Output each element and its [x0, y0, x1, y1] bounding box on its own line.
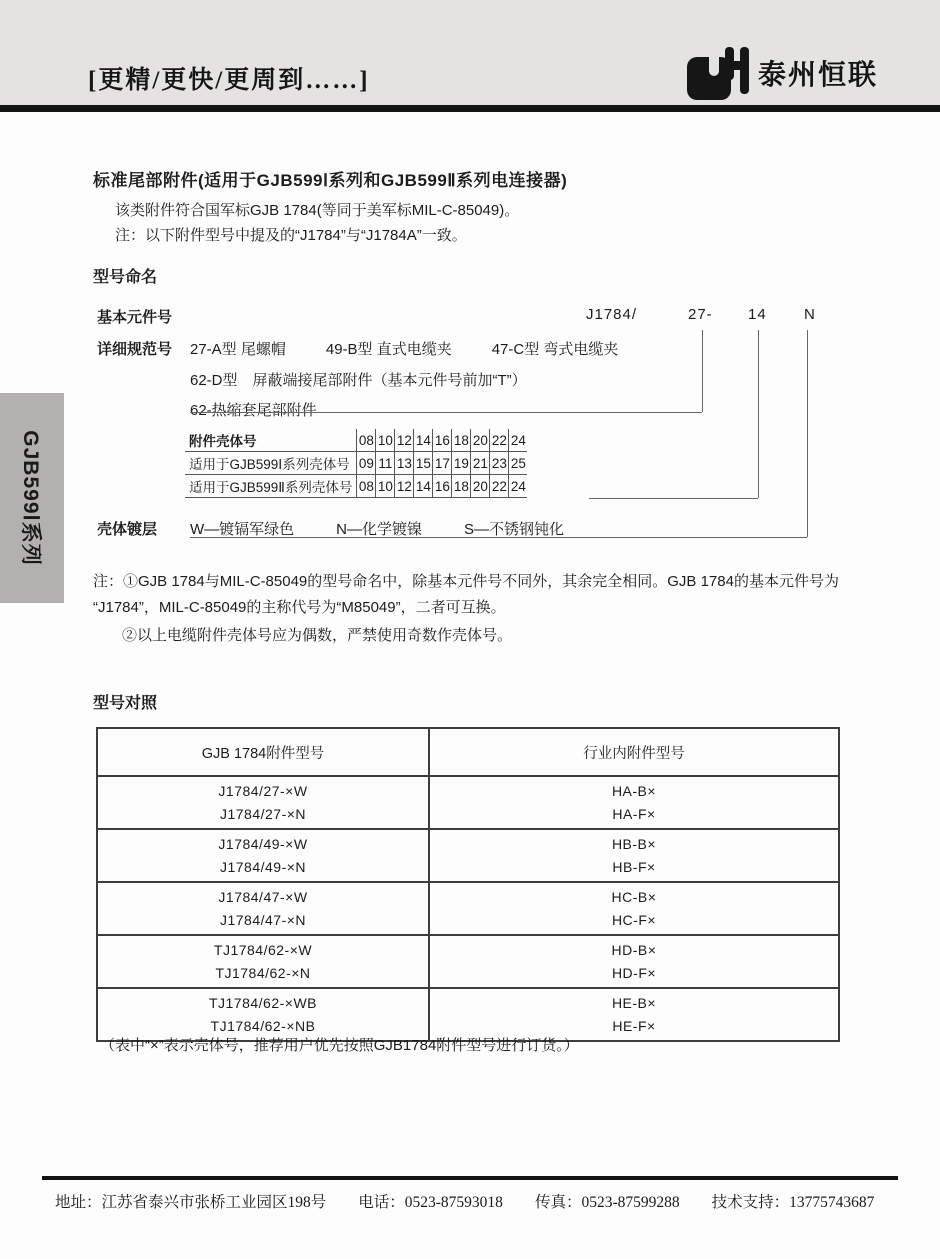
page-title: 标准尾部附件(适用于GJB599Ⅰ系列和GJB599Ⅱ系列电连接器)	[93, 171, 568, 190]
spec-label: 详细规范号	[97, 341, 173, 358]
footer-phone: 电话：0523-87593018	[358, 1194, 503, 1211]
spec-items-row	[190, 338, 618, 359]
model-comparison-table	[96, 727, 840, 1042]
model-code: J1784/49-×N	[219, 858, 307, 875]
column-header-gjb: GJB 1784附件型号	[97, 728, 429, 776]
shell-cell: 24	[509, 475, 528, 498]
shell-cell: 14	[414, 475, 433, 498]
shell-cell: 12	[395, 475, 414, 498]
shell-cell: 14	[414, 429, 433, 452]
shell-cell: 10	[376, 475, 395, 498]
model-code: TJ1784/62-×WB	[208, 994, 318, 1011]
footer-fax: 传真：0523-87599288	[534, 1194, 680, 1211]
model-code: J1784/47-×N	[219, 911, 307, 928]
series-side-tab	[0, 393, 64, 603]
shell-cell: 11	[376, 452, 395, 475]
shell-row-label: 适用于GJB599Ⅰ系列壳体号	[185, 452, 357, 475]
shell-cell: 24	[509, 429, 528, 452]
plating-underline	[190, 537, 807, 538]
header-slogan: [更精/更快/更周到……]	[88, 67, 370, 94]
shell-row-label: 附件壳体号	[185, 429, 357, 452]
model-code: TJ1784/62-×N	[215, 964, 311, 981]
model-code: J1784/27-×W	[218, 782, 308, 799]
model-code: HE-F×	[612, 1017, 656, 1034]
shell-cell: 18	[452, 475, 471, 498]
shell-cell: 17	[433, 452, 452, 475]
model-code: J1784/47-×W	[218, 888, 308, 905]
series-side-tab-label: GJB599Ⅰ系列	[19, 430, 42, 566]
shell-cell: 08	[357, 475, 376, 498]
table-row	[185, 452, 527, 475]
intro-line-2: 注：以下附件型号中提及的“J1784”与“J1784A”一致。	[115, 227, 467, 244]
model-code: HE-B×	[611, 994, 657, 1011]
shell-cell: 18	[452, 429, 471, 452]
footer-support: 技术支持：13775743687	[711, 1194, 875, 1211]
lh-monogram-icon	[686, 45, 750, 101]
note-line-3: ②以上电缆附件壳体号应为偶数，严禁使用奇数作壳体号。	[122, 627, 513, 644]
shell-cell: 15	[414, 452, 433, 475]
note-line-1: 注：①GJB 1784与MIL-C-85049的型号命名中，除基本元件号不同外，其余完全相同。GJB 1784的基本元件号为	[93, 573, 839, 590]
naming-section-title: 型号命名	[93, 269, 158, 286]
gjb-models-cell	[97, 882, 429, 935]
table-caption: （表中“×”表示壳体号，推荐用户优先按照GJB1784附件型号进行订货。）	[100, 1037, 579, 1054]
spec-item-49: 49-B型 直式电缆夹	[325, 341, 452, 358]
shell-cell: 20	[471, 429, 490, 452]
spec-item-47: 47-C型 弯式电缆夹	[491, 341, 619, 358]
plating-items-row	[190, 518, 564, 539]
model-code: J1784/49-×W	[218, 835, 308, 852]
code-part-prefix: J1784/	[586, 306, 638, 323]
gjb-models-cell	[97, 776, 429, 829]
shell-cell: 16	[433, 429, 452, 452]
shell-cell: 09	[357, 452, 376, 475]
spec-line-62d: 62-D型 屏蔽端接尾部附件（基本元件号前加“T”）	[190, 372, 527, 389]
comparison-section-title: 型号对照	[93, 695, 158, 712]
header-divider-bar	[0, 105, 940, 112]
shell-cell: 20	[471, 475, 490, 498]
code-part-plating: N	[804, 306, 816, 323]
shell-cell: 25	[509, 452, 528, 475]
shell-cell: 22	[490, 429, 509, 452]
shell-cell: 12	[395, 429, 414, 452]
table-row	[97, 882, 839, 935]
spec-item-27: 27-A型 尾螺帽	[190, 341, 286, 358]
industry-models-cell	[429, 882, 839, 935]
model-code: HD-B×	[611, 941, 657, 958]
table-row	[97, 776, 839, 829]
model-code: HD-F×	[611, 964, 657, 981]
model-code: HA-F×	[612, 805, 656, 822]
connector-line-plating	[807, 330, 808, 537]
basic-part-label: 基本元件号	[97, 309, 173, 326]
shell-cell: 19	[452, 452, 471, 475]
intro-line-1: 该类附件符合国军标GJB 1784(等同于美军标MIL-C-85049)。	[115, 202, 520, 219]
column-header-industry: 行业内附件型号	[429, 728, 839, 776]
company-name: 泰州恒联	[758, 59, 879, 90]
footer-address: 地址：江苏省泰兴市张桥工业园区198号	[55, 1194, 327, 1211]
model-code: HB-B×	[611, 835, 657, 852]
shell-cell: 08	[357, 429, 376, 452]
spec-line-62: 62-热缩套尾部附件	[190, 402, 317, 419]
plating-item-w: W—镀镉军绿色	[190, 521, 295, 538]
table-row	[185, 429, 527, 452]
shell-cell: 21	[471, 452, 490, 475]
page-header	[0, 0, 940, 105]
connector-line-shell	[758, 330, 759, 498]
spec-underline	[190, 412, 702, 413]
gjb-models-cell	[97, 935, 429, 988]
shell-table-extension-line	[589, 498, 758, 499]
table-header-row	[97, 728, 839, 776]
model-code: J1784/27-×N	[219, 805, 307, 822]
note-line-2: “J1784”，MIL-C-85049的主称代号为“M85049”，二者可互换。	[93, 599, 506, 616]
industry-models-cell	[429, 935, 839, 988]
table-row	[97, 829, 839, 882]
connector-line-spec	[702, 330, 703, 412]
model-code: HC-F×	[611, 911, 657, 928]
footer-divider-bar	[42, 1176, 898, 1180]
industry-models-cell	[429, 776, 839, 829]
model-code: HA-B×	[611, 782, 657, 799]
table-row	[97, 935, 839, 988]
shell-size-table	[185, 429, 527, 498]
model-code: HC-B×	[611, 888, 657, 905]
shell-cell: 10	[376, 429, 395, 452]
footer-contact-row	[55, 1190, 895, 1212]
plating-item-s: S—不锈钢钝化	[464, 521, 565, 538]
model-code: TJ1784/62-×W	[213, 941, 313, 958]
industry-models-cell	[429, 829, 839, 882]
shell-cell: 23	[490, 452, 509, 475]
model-code: HB-F×	[612, 858, 656, 875]
company-logo	[686, 44, 878, 102]
model-code: TJ1784/62-×NB	[210, 1017, 316, 1034]
shell-cell: 22	[490, 475, 509, 498]
code-part-spec: 27-	[688, 306, 713, 323]
gjb-models-cell	[97, 829, 429, 882]
shell-cell: 16	[433, 475, 452, 498]
shell-cell: 13	[395, 452, 414, 475]
shell-row-label: 适用于GJB599Ⅱ系列壳体号	[185, 475, 357, 498]
table-row	[185, 475, 527, 498]
plating-label: 壳体镀层	[97, 521, 158, 538]
code-part-shell: 14	[748, 306, 767, 323]
plating-item-n: N—化学镀镍	[336, 521, 423, 538]
